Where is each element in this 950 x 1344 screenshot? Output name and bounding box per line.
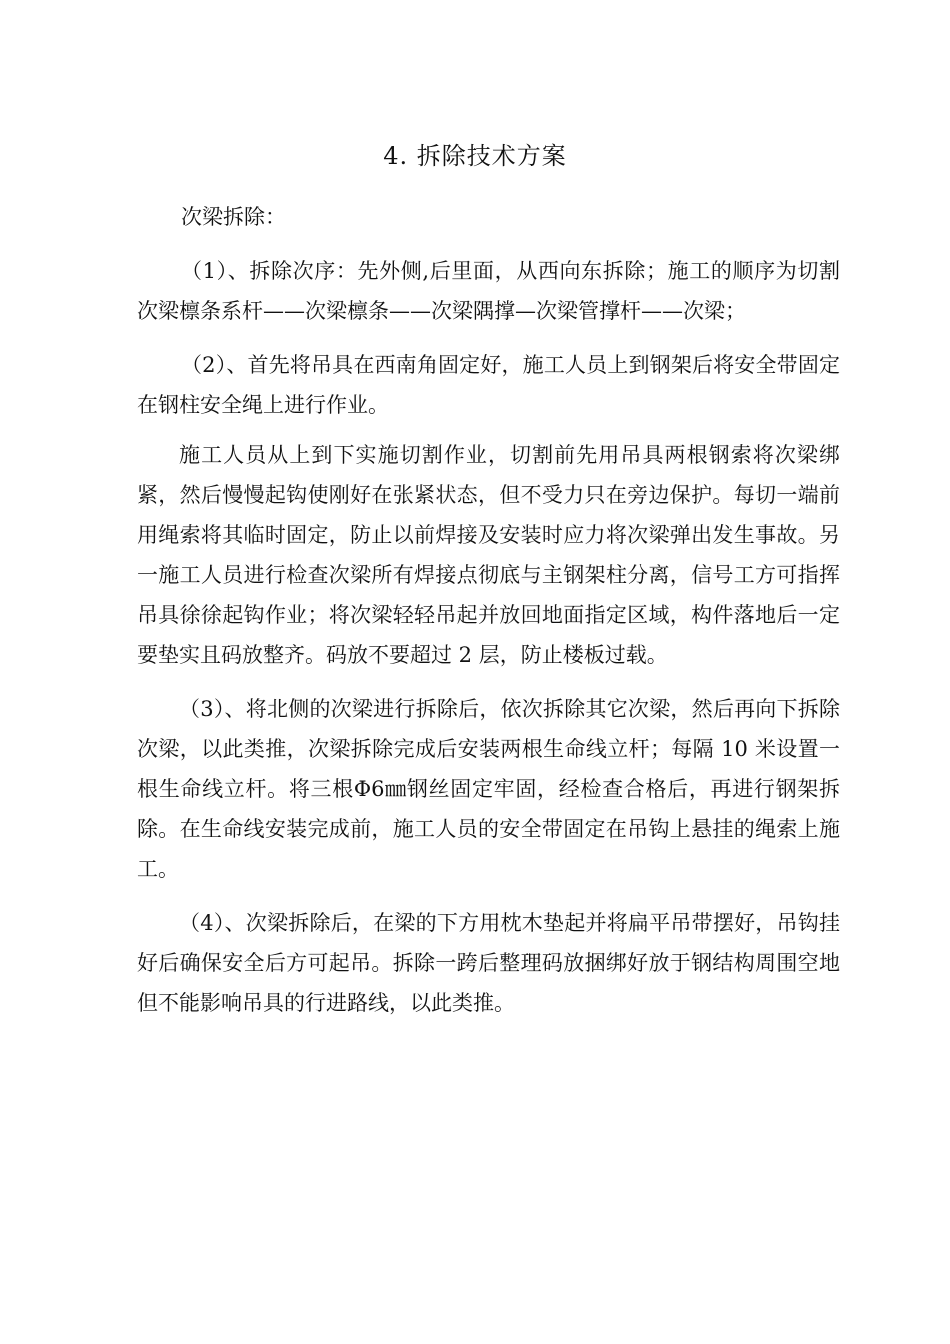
paragraph-step-3: （3）、将北侧的次梁进行拆除后，依次拆除其它次梁，然后再向下拆除次梁，以此类推，次梁拆除完成后安装两根生命线立杆；每隔 10 米设置一根生命线立杆。将三根Φ6㎜钢丝固定牢固，经检查合格后，再进行钢架拆除。在生命线安装完成前，施工人员的安全带固定在吊钩上悬挂的绳索上施工。 [137, 697, 840, 881]
paragraph-step-2: （2）、首先将吊具在西南角固定好，施工人员上到钢架后将安全带固定在钢柱安全绳上进行作业。 [137, 353, 840, 417]
paragraph-cutting-procedure: 施工人员从上到下实施切割作业，切割前先用吊具两根钢索将次梁绑紧，然后慢慢起钩使刚好在张紧状态，但不受力只在旁边保护。每切一端前用绳索将其临时固定，防止以前焊接及安装时应力将次梁弹出发生事故。另一施工人员进行检查次梁所有焊接点彻底与主钢架柱分离，信号工方可指挥吊具徐徐起钩作业；将次梁轻轻吊起并放回地面指定区域，构件落地后一定要垫实且码放整齐。码放不要超过 2 层，防止楼板过载。 [137, 443, 840, 667]
paragraph-step-4: （4）、次梁拆除后，在梁的下方用枕木垫起并将扁平吊带摆好，吊钩挂好后确保安全后方可起吊。拆除一跨后整理码放捆绑好放于钢结构周围空地但不能影响吊具的行进路线，以此类推。 [137, 911, 840, 1015]
section-title: 4. 拆除技术方案 [383, 142, 567, 170]
document-body [137, 197, 840, 1023]
paragraph-step-1: （1）、拆除次序：先外侧,后里面，从西向东拆除；施工的顺序为切割次梁檩条系杆——次梁檩条——次梁隅撑—次梁管撑杆——次梁； [137, 259, 840, 323]
subsection-label: 次梁拆除： [181, 205, 286, 229]
